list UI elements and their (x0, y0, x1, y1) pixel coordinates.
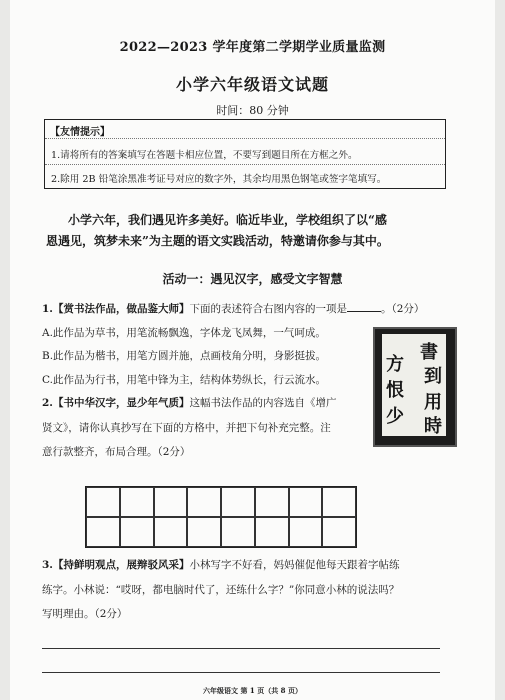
grid-cell[interactable] (154, 487, 188, 517)
question-text: 小林写字不好看，妈妈催促他每天跟着字帖练 (189, 559, 400, 571)
question-2-line (42, 395, 336, 411)
intro-paragraph-line: 恩遇见，筑梦未来”为主题的语文实践活动，特邀请你参与其中。 (46, 234, 389, 248)
calligraphy-char: 方 (386, 354, 404, 375)
question-2-line: 意行款整齐，布局合理。（2分） (42, 446, 191, 458)
grid-cell[interactable] (120, 517, 154, 547)
calligraphy-artwork (373, 327, 457, 447)
calligraphy-paper (382, 334, 446, 436)
grid-cell[interactable] (221, 517, 255, 547)
option-b: B.此作品为楷书，用笔方圆并施，点画枝角分明，身影挺拔。 (42, 350, 327, 362)
question-3-line: 练字。小林说：“哎呀，都电脑时代了，还练什么字？”你同意小林的说法吗？ (42, 584, 400, 596)
question-3-line: 写明理由。（2分） (42, 608, 128, 620)
calligraphy-char: 時 (424, 416, 442, 437)
grid-cell[interactable] (120, 487, 154, 517)
exam-time: 时间：80 分钟 (216, 104, 289, 117)
question-score: 。（2分） (380, 303, 425, 315)
question-tag: 【书中华汉字，显少年气质】 (52, 397, 190, 409)
tip-item: 2.除用 2B 铅笔涂黑准考证号对应的数字外，其余均用黑色钢笔或签字笔填写。 (51, 174, 387, 185)
calligraphy-char: 用 (424, 392, 442, 413)
question-2-line: 贤文》，请你认真抄写在下面的方格中，并把下句补充完整。注 (42, 422, 331, 434)
grid-cell[interactable] (86, 517, 120, 547)
grid-cell[interactable] (154, 517, 188, 547)
divider (45, 164, 445, 165)
calligraphy-char: 書 (420, 342, 438, 363)
intro-paragraph-line: 小学六年，我们遇见许多美好。临近毕业，学校组织了以“感 (68, 213, 387, 227)
answer-line[interactable] (42, 672, 440, 673)
tip-item: 1.请将所有的答案填写在答题卡相应位置，不要写到题目所在方框之外。 (51, 150, 358, 161)
question-number: 1. (42, 303, 53, 315)
grid-cell[interactable] (255, 517, 289, 547)
question-number: 3. (42, 559, 53, 571)
question-3-line (42, 557, 399, 573)
calligraphy-char: 到 (424, 366, 442, 387)
subject-title: 小学六年级语文试题 (175, 75, 329, 94)
grid-cell[interactable] (322, 487, 356, 517)
question-number: 2. (42, 397, 53, 409)
grid-cell[interactable] (187, 517, 221, 547)
grid-cell[interactable] (187, 487, 221, 517)
question-tag: 【赏书法作品，做品鉴大师】 (52, 303, 190, 315)
answer-blank[interactable] (347, 300, 381, 312)
grid-cell[interactable] (289, 517, 323, 547)
question-1-stem (42, 300, 424, 317)
grid-cell[interactable] (322, 517, 356, 547)
calligraphy-char: 少 (386, 406, 404, 427)
grid-cell[interactable] (221, 487, 255, 517)
tips-box (44, 119, 446, 189)
question-text: 这幅书法作品的内容选自《增广 (189, 397, 337, 409)
option-a: A.此作品为草书，用笔流畅飘逸，字体龙飞凤舞，一气呵成。 (42, 327, 326, 339)
question-text: 下面的表述符合右图内容的一项是 (189, 303, 347, 315)
exam-title: 2022—2023 学年度第二学期学业质量监测 (119, 40, 386, 55)
question-tag: 【持鲜明观点，展辩驳风采】 (52, 559, 190, 571)
divider (45, 138, 445, 139)
activity-title: 活动一：遇见汉字，感受文字智慧 (162, 272, 343, 286)
calligraphy-char: 恨 (386, 380, 404, 401)
option-c: C.此作品为行书，用笔中锋为主，结构体势纵长，行云流水。 (42, 374, 326, 386)
writing-grid[interactable] (85, 486, 357, 548)
grid-cell[interactable] (86, 487, 120, 517)
answer-line[interactable] (42, 648, 440, 649)
page-footer: 六年级语文 第 1 页（共 8 页） (203, 686, 302, 695)
tips-heading: 【友情提示】 (50, 127, 110, 138)
grid-cell[interactable] (255, 487, 289, 517)
grid-cell[interactable] (289, 487, 323, 517)
